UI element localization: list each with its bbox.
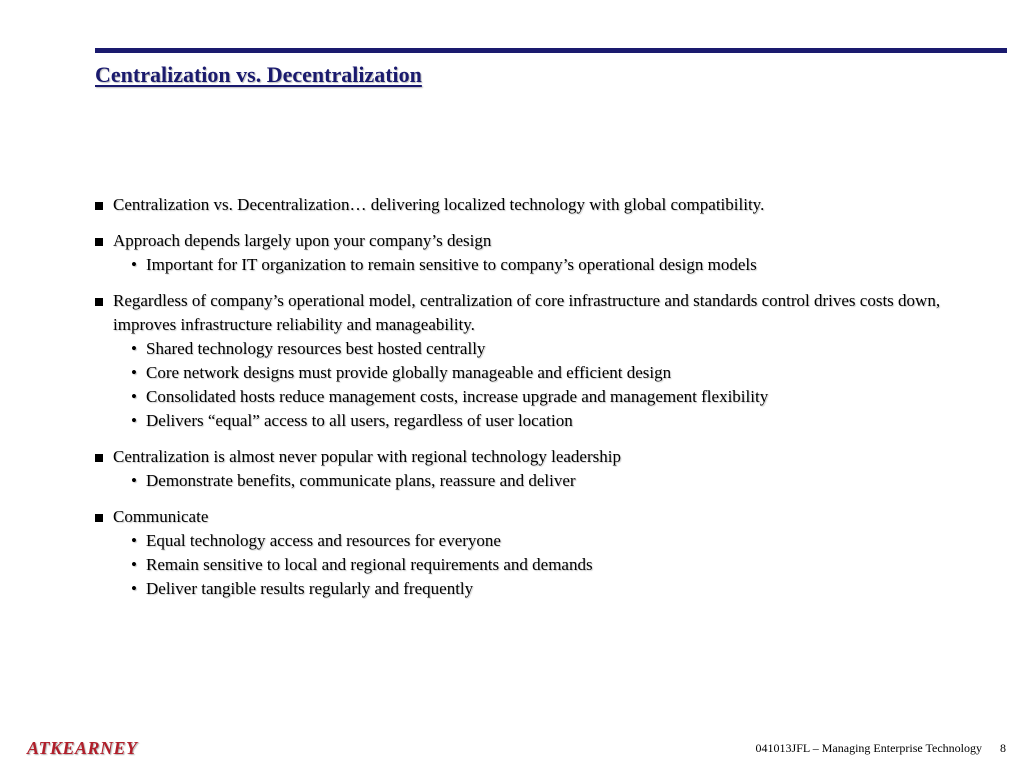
sub-bullet-text: Remain sensitive to local and regional requirements and demands	[146, 555, 593, 574]
sub-bullet-text: Demonstrate benefits, communicate plans, reassure and deliver	[146, 471, 576, 490]
bullet-text: Centralization is almost never popular with regional technology leadership	[113, 447, 621, 466]
sub-bullet-text: Important for IT organization to remain sensitive to company’s operational design models	[146, 255, 757, 274]
sub-bullet-item	[113, 361, 995, 385]
sub-bullet-text: Shared technology resources best hosted centrally	[146, 339, 486, 358]
slide-title: Centralization vs. Decentralization	[95, 62, 422, 87]
sub-bullet-text: Deliver tangible results regularly and frequently	[146, 579, 474, 598]
dot-bullet-icon: •	[131, 411, 137, 430]
bullet-text: Regardless of company’s operational model, centralization of core infrastructure and standards control drives costs down, improves infrastructure reliability and manageability.	[113, 291, 941, 334]
bullet-text: Approach depends largely upon your company’s design	[113, 231, 492, 250]
square-bullet-icon	[95, 298, 103, 306]
sub-bullet-item	[113, 469, 995, 493]
bullet-text: Communicate	[113, 507, 209, 526]
dot-bullet-icon: •	[131, 339, 137, 358]
bullet-list	[95, 193, 995, 613]
square-bullet-icon	[95, 514, 103, 522]
bullet-item	[95, 229, 995, 277]
bullet-text: Centralization vs. Decentralization… delivering localized technology with global compatibility.	[113, 195, 765, 214]
sub-bullet-item	[113, 385, 995, 409]
bullet-item	[95, 193, 995, 217]
sub-bullet-text: Delivers “equal” access to all users, regardless of user location	[146, 411, 573, 430]
dot-bullet-icon: •	[131, 531, 137, 550]
bullet-item	[95, 289, 995, 433]
dot-bullet-icon: •	[131, 471, 137, 490]
square-bullet-icon	[95, 202, 103, 210]
bullet-item	[95, 445, 995, 493]
sub-bullet-item	[113, 553, 995, 577]
dot-bullet-icon: •	[131, 555, 137, 574]
sub-bullet-item	[113, 577, 995, 601]
company-logo: ATKEARNEY	[27, 738, 138, 758]
sub-bullet-item	[113, 337, 995, 361]
sub-bullet-text: Consolidated hosts reduce management costs, increase upgrade and management flexibility	[146, 387, 769, 406]
dot-bullet-icon: •	[131, 363, 137, 382]
square-bullet-icon	[95, 238, 103, 246]
top-rule	[95, 48, 1007, 53]
sub-bullet-text: Equal technology access and resources for everyone	[146, 531, 501, 550]
page-number: 8	[1000, 741, 1006, 755]
bullet-item	[95, 505, 995, 601]
sub-bullet-item	[113, 253, 995, 277]
footer-text: 041013JFL – Managing Enterprise Technology	[755, 741, 982, 755]
dot-bullet-icon: •	[131, 579, 137, 598]
sub-bullet-text: Core network designs must provide globally manageable and efficient design	[146, 363, 672, 382]
dot-bullet-icon: •	[131, 255, 137, 274]
sub-bullet-item	[113, 529, 995, 553]
dot-bullet-icon: •	[131, 387, 137, 406]
sub-bullet-item	[113, 409, 995, 433]
square-bullet-icon	[95, 454, 103, 462]
